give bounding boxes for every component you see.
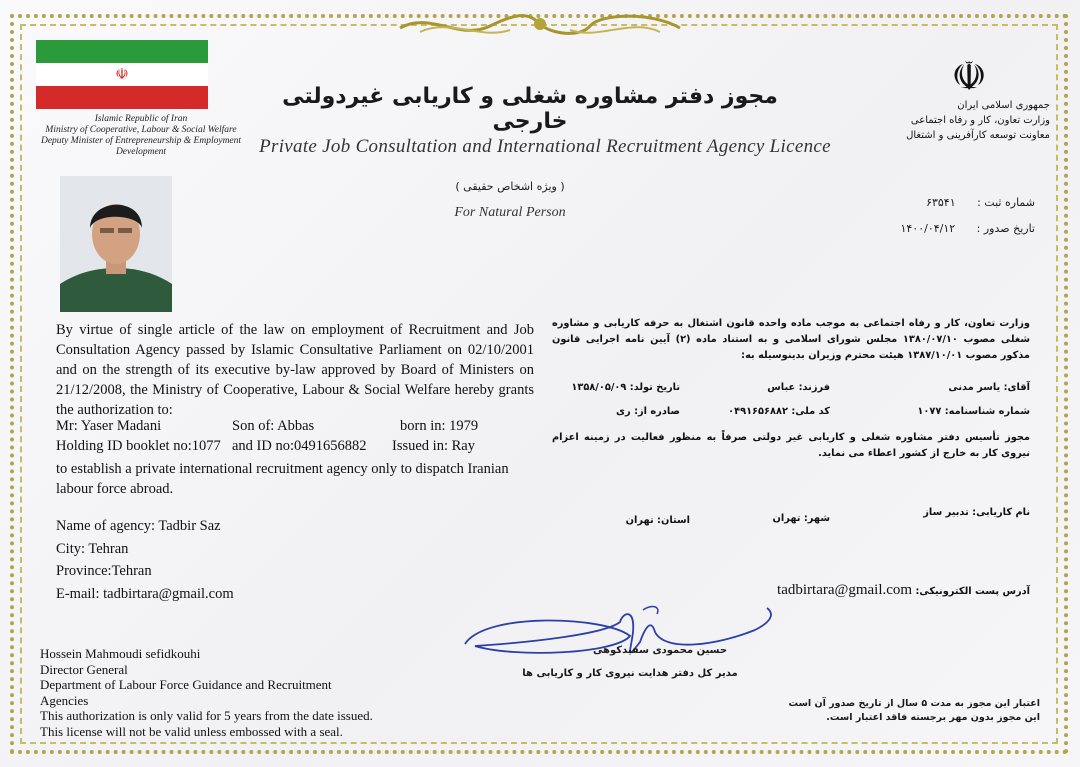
english-subtitle: For Natural Person [454,205,566,220]
id-booklet-number: Holding ID booklet no:1077 [56,438,221,454]
fa-signatory-title: مدیر کل دفتر هدایت نیروی کار و کاریابی ها [522,668,738,679]
agency-name: Name of agency: Tadbir Saz [56,518,221,534]
left-org-line: Ministry of Cooperative, Labour & Social Welfare [45,125,237,135]
iran-emblem-icon: ☫ [951,54,987,99]
fa-national-code: کد ملی: ۰۴۹۱۶۵۶۸۸۲ [728,406,830,417]
holder-birth-year: born in: 1979 [400,418,479,434]
registration-number-label: شماره ثبت : [977,196,1035,209]
signatory-name: Hossein Mahmoudi sefidkouhi [40,646,201,661]
right-org-line: معاونت توسعه کارآفرینی و اشتغال [906,130,1050,141]
fa-signatory-name: حسین محمودی سفیدکوهی [592,645,728,656]
left-org-line: Deputy Minister of Entrepreneurship & Employment Development [40,136,242,157]
fa-emboss-note: این مجوز بدون مهر برجسته فاقد اعتبار است. [826,712,1040,723]
left-org-line: Islamic Republic of Iran [94,114,188,124]
fa-id-number: شماره شناسنامه: ۱۰۷۷ [917,406,1030,417]
national-id-number: and ID no:0491656882 [232,438,367,454]
registration-number-value: ۶۳۵۴۱ [926,196,956,209]
left-organization [36,114,246,158]
right-organization [870,98,1050,143]
fa-validity-note: اعتبار این مجوز به مدت ۵ سال از تاریخ صدور آن است [788,698,1040,709]
fa-email-value: tadbirtara@gmail.com [777,582,913,598]
issued-in: Issued in: Ray [392,438,475,454]
handwritten-signature [455,602,795,672]
fa-purpose-statement: مجوز تأسیس دفتر مشاوره شغلی و کاریابی غیر دولتی صرفاً به منظور فعالیت در زمینه اعزام نیروی کار به خارج از کشور اعطاء می نماید. [552,432,1030,459]
holder-father: Son of: Abbas [232,418,315,434]
top-ornament [390,6,690,46]
persian-subtitle: ( ویژه اشخاص حقیقی ) [455,180,565,193]
right-org-line: وزارت تعاون، کار و رفاه اجتماعی [910,115,1050,126]
fa-agency-name: نام کاریابی: تدبیر ساز [923,507,1030,518]
agency-email: E-mail: tadbirtara@gmail.com [56,586,234,602]
issue-date [860,222,1035,235]
persian-authorization-paragraph: وزارت تعاون، کار و رفاه اجتماعی به موجب ماده واحده قانون اشتغال به حرفه کاریابی و مشاوره شغلی مصوب ۱۳۸۰/۰۷/۱۰ مجلس شورای اسلامی و به استناد ماده (۲) آیین نامه اجرایی قانون مذکور مصوب ۱۳۸۷/۱۰/۰۱ هیئت محترم وزیران بدینوسیله به: [552,318,1030,361]
agency-province: Province:Tehran [56,563,152,579]
flag-emblem-icon: ☫ [115,67,129,83]
purpose-statement: to establish a private international recruitment agency only to dispatch Iranian labour force abroad. [56,461,509,497]
fa-issued-in: صادره از: ری [616,406,680,417]
fa-email-label: آدرس پست الکترونیکی: [915,586,1030,597]
holder-name: Mr: Yaser Madani [56,418,162,434]
issue-date-label: تاریخ صدور : [976,222,1035,235]
agency-city: City: Tehran [56,541,129,557]
english-title: Private Job Consultation and International Recruitment Agency Licence [259,136,831,157]
signatory-department: Department of Labour Force Guidance and Recruitment Agencies [40,677,332,708]
fa-holder-father: فرزند: عباس [767,382,830,393]
fa-agency-city: شهر: تهران [772,513,830,524]
persian-footer-notes [780,697,1040,725]
signatory-title: Director General [40,661,128,677]
fa-email [777,582,1030,599]
english-signature-block [40,646,380,739]
right-org-line: جمهوری اسلامی ایران [957,100,1050,111]
holder-photo [60,176,172,312]
validity-note: This authorization is only valid for 5 years from the date issued. [40,708,373,723]
fa-holder-name: آقای: یاسر مدنی [948,382,1030,393]
iran-flag [36,40,208,110]
issue-date-value: ۱۴۰۰/۰۴/۱۲ [900,222,956,235]
fa-agency-province: استان: تهران [625,515,690,526]
english-authorization-paragraph: By virtue of single article of the law on employment of Recruitment and Job Consultation Agency passed by Islamic Consultative Parliament on 02/10/2001 and on the strength of its executive by-law approved by Board of Ministers on 21/12/2008, the Ministry of Cooperative, Labour & Social Welfare hereby grants the authorization to: [56,322,534,418]
emboss-note: This license will not be valid unless embossed with a seal. [40,723,343,739]
persian-title: مجوز دفتر مشاوره شغلی و کاریابی غیردولتی خارجی [282,84,778,134]
fa-holder-birth: تاریخ تولد: ۱۳۵۸/۰۵/۰۹ [571,382,680,393]
registration-number [860,196,1035,209]
